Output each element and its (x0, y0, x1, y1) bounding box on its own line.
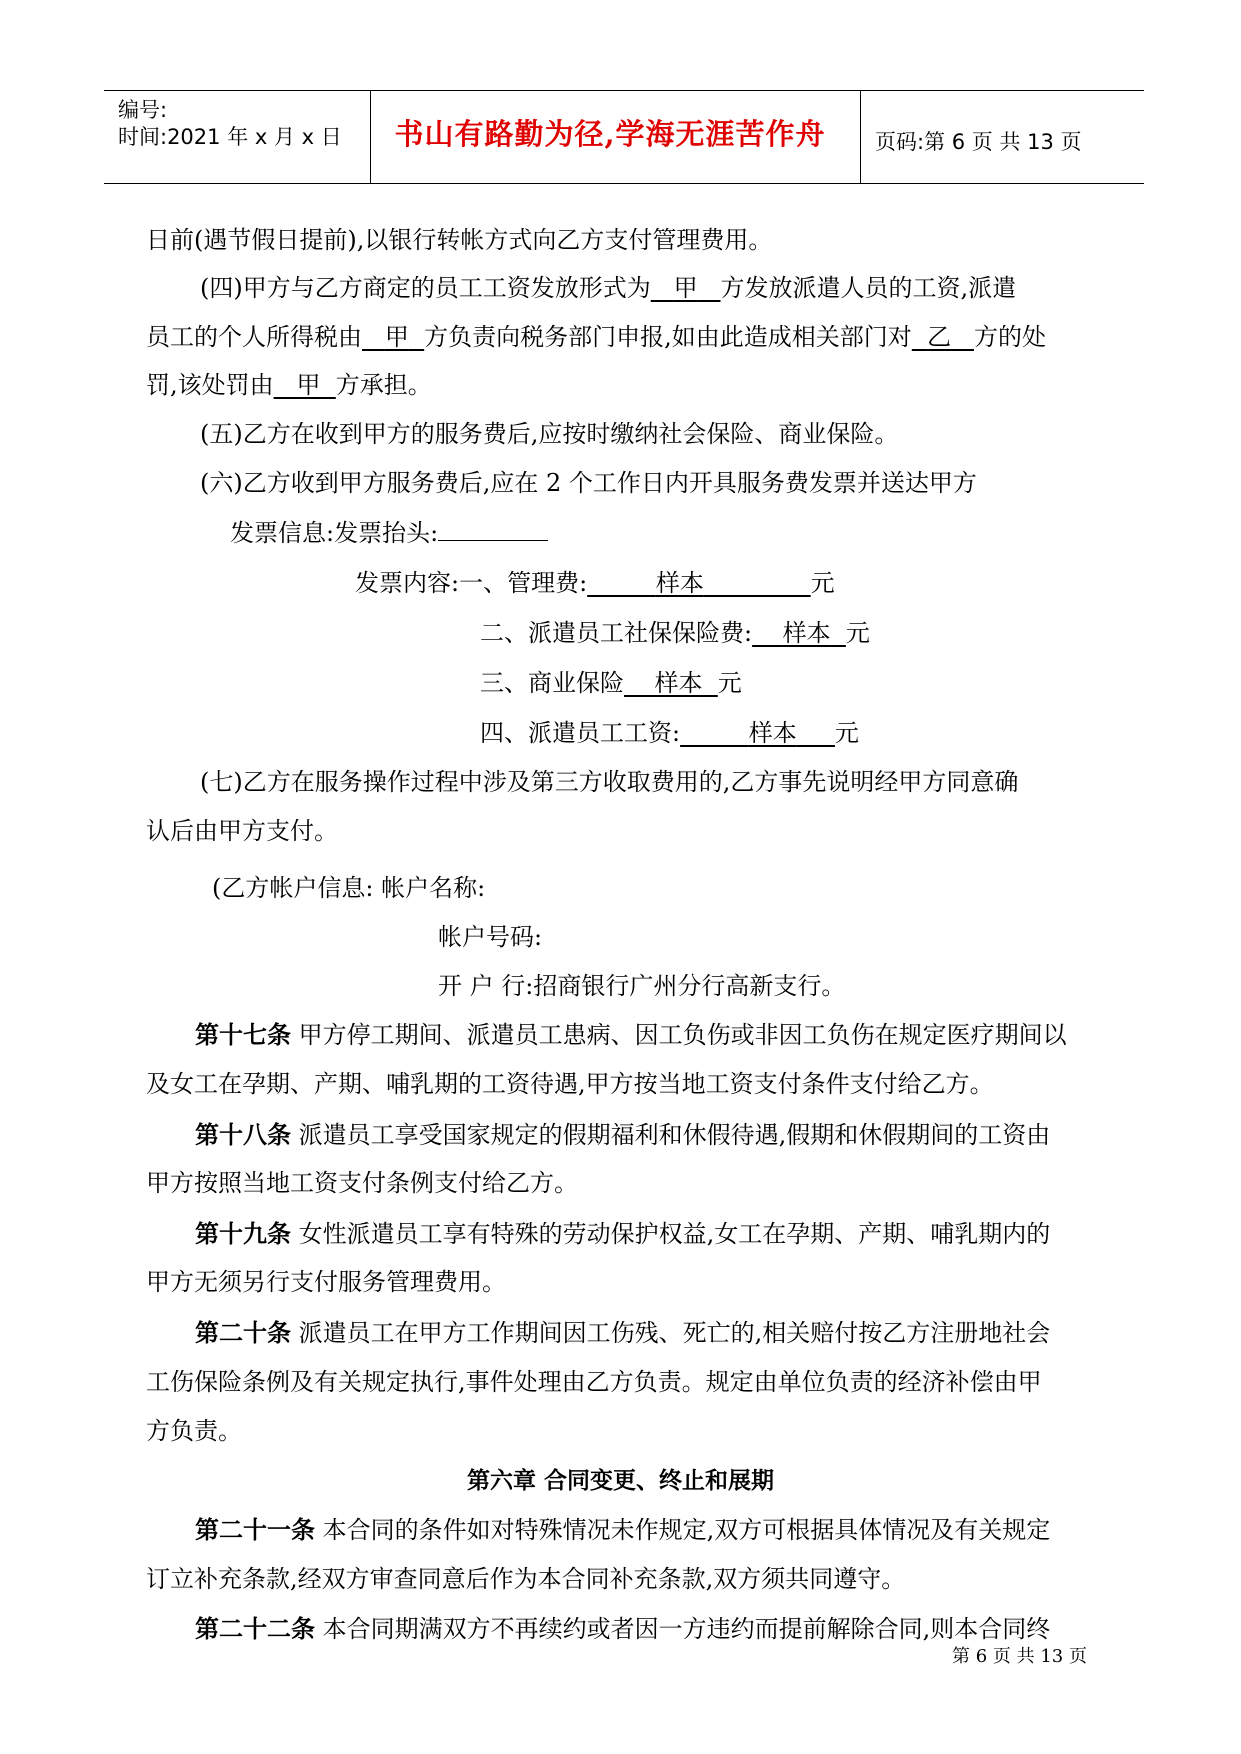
filled-blank: 样本 (654, 669, 703, 697)
header-page-label: 页码:第 6 页 共 13 页 (875, 130, 1082, 154)
filled-blank: 样本 (655, 569, 704, 597)
account-number-line: 帐户号码: (438, 923, 543, 951)
filled-blank: 样本 (782, 619, 831, 647)
article-22: 第二十二条 本合同期满双方不再续约或者因一方违约而提前解除合同,则本合同终 (195, 1615, 1051, 1643)
header-divider-left (370, 90, 371, 183)
text-segment: 方负责向税务部门申报,如由此造成相关部门对 (424, 323, 912, 351)
invoice-item-4: 四、派遣员工工资: 样本 元 (480, 719, 859, 747)
invoice-title-blank (438, 518, 548, 541)
account-name-line: (乙方帐户信息: 帐户名称: (212, 874, 486, 902)
article-title: 第十八条 (195, 1121, 291, 1149)
filled-blank: 甲 (384, 323, 409, 351)
header-top-rule (104, 90, 1144, 91)
clause-7-cont: 认后由甲方支付。 (146, 817, 338, 845)
header-divider-right (860, 90, 861, 183)
account-bank-line: 开 户 行:招商银行广州分行高新支行。 (438, 972, 846, 1000)
invoice-content-line: 发票内容:一、管理费: 样本 元 (355, 569, 835, 597)
invoice-title-line: 发票信息:发票抬头: (230, 518, 548, 548)
clause-4-cont (146, 322, 1046, 352)
article-20-cont: 工伤保险条例及有关规定执行,事件处理由乙方负责。规定由单位负责的经济补偿由甲 (146, 1368, 1042, 1396)
text-line: 日前(遇节假日提前),以银行转帐方式向乙方支付管理费用。 (146, 226, 773, 254)
article-17: 第十七条 甲方停工期间、派遣员工患病、因工负伤或非因工负伤在规定医疗期间以 (195, 1021, 1067, 1049)
text-segment: 方承担。 (335, 371, 432, 399)
header-number-label: 编号: (118, 98, 168, 122)
article-title: 第十七条 (195, 1021, 291, 1049)
header-motto: 书山有路勤为径,学海无涯苦作舟 (394, 117, 826, 151)
article-title: 第二十二条 (195, 1615, 315, 1643)
header-bottom-rule (104, 183, 1144, 184)
article-17-cont: 及女工在孕期、产期、哺乳期的工资待遇,甲方按当地工资支付条件支付给乙方。 (146, 1070, 994, 1098)
article-title: 第二十条 (195, 1319, 291, 1347)
chapter-heading: 第六章 合同变更、终止和展期 (466, 1468, 774, 1494)
filled-blank: 甲 (296, 371, 321, 399)
filled-blank: 样本 (748, 719, 797, 747)
filled-blank: 乙 (927, 323, 952, 351)
invoice-item-2: 二、派遣员工社保保险费: 样本 元 (480, 619, 870, 647)
article-title: 第十九条 (195, 1220, 291, 1248)
text-segment: 员工的个人所得税由 (146, 323, 362, 351)
article-18: 第十八条 派遣员工享受国家规定的假期福利和休假待遇,假期和休假期间的工资由 (195, 1121, 1051, 1149)
filled-blank: 甲 (673, 274, 698, 302)
clause-4-end (146, 370, 432, 400)
header-time-label: 时间:2021 年 x 月 x 日 (118, 125, 342, 149)
article-19: 第十九条 女性派遣员工享有特殊的劳动保护权益,女工在孕期、产期、哺乳期内的 (195, 1220, 1051, 1248)
text-segment: 方的处 (973, 323, 1046, 351)
invoice-item-3: 三、商业保险 样本 元 (480, 669, 742, 697)
clause-6: (六)乙方收到甲方服务费后,应在 2 个工作日内开具服务费发票并送达甲方 (200, 469, 977, 497)
article-20-end: 方负责。 (146, 1417, 242, 1445)
text-segment: 方发放派遣人员的工资,派遣 (720, 274, 1017, 302)
article-18-cont: 甲方按照当地工资支付条例支付给乙方。 (146, 1169, 578, 1197)
clause-4 (200, 273, 1016, 303)
article-20: 第二十条 派遣员工在甲方工作期间因工伤残、死亡的,相关赔付按乙方注册地社会 (195, 1319, 1051, 1347)
clause-5: (五)乙方在收到甲方的服务费后,应按时缴纳社会保险、商业保险。 (200, 420, 899, 448)
clause-7: (七)乙方在服务操作过程中涉及第三方收取费用的,乙方事先说明经甲方同意确 (200, 768, 1019, 796)
text-segment: (四)甲方与乙方商定的员工工资发放形式为 (200, 274, 651, 302)
article-21: 第二十一条 本合同的条件如对特殊情况未作规定,双方可根据具体情况及有关规定 (195, 1516, 1051, 1544)
page-footer: 第 6 页 共 13 页 (952, 1646, 1087, 1667)
article-title: 第二十一条 (195, 1516, 315, 1544)
article-21-cont: 订立补充条款,经双方审查同意后作为本合同补充条款,双方须共同遵守。 (146, 1565, 906, 1593)
text-segment: 罚,该处罚由 (146, 371, 274, 399)
article-19-cont: 甲方无须另行支付服务管理费用。 (146, 1268, 506, 1296)
